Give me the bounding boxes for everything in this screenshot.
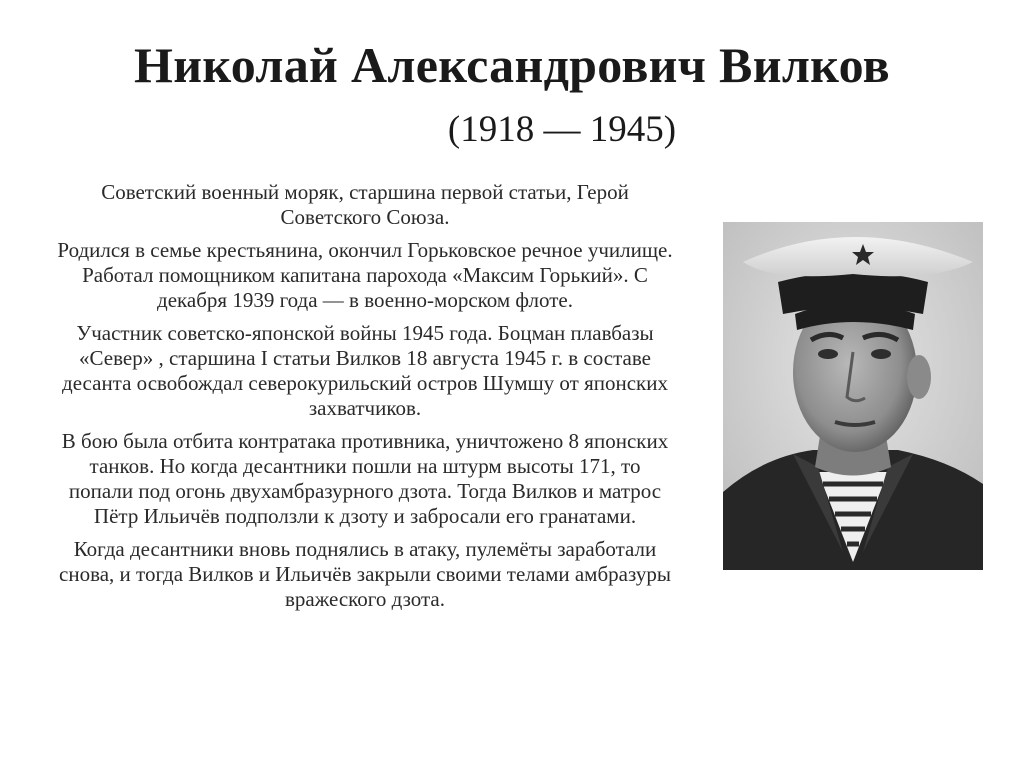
page-title: Николай Александрович Вилков xyxy=(134,37,890,93)
biography-text xyxy=(55,180,675,620)
paragraph-battle: В бою была отбита контратака противника, уничтожено 8 японских танков. Но когда десантники пошли на штурм высоты 171, то попали под огонь двухамбразурного дзота. Тогда Вилков и матрос Пётр Ильичёв подползли к дзоту и забросали его гранатами. xyxy=(61,429,669,528)
portrait-photo xyxy=(723,222,983,570)
paragraph-early-life: Родился в семье крестьянина, окончил Горьковское речное училище. Работал помощником капитана парохода «Максим Горький». С декабря 1939 года — в военно-морском флоте. xyxy=(57,238,673,312)
life-years: (1918 — 1945) xyxy=(447,109,677,150)
paragraph-intro: Советский военный моряк, старшина первой статьи, Герой Советского Союза. xyxy=(101,180,629,229)
sailor-portrait-icon xyxy=(723,222,983,570)
paragraph-feat: Когда десантники вновь поднялись в атаку, пулемёты заработали снова, и тогда Вилков и Ильичёв закрыли своими телами амбразуры вражеского дзота. xyxy=(59,537,671,611)
paragraph-war: Участник советско-японской войны 1945 года. Боцман плавбазы «Север» , старшина I статьи Вилков 18 августа 1945 г. в составе десанта освобождал северокурильский остров Шумшу от японских захватчиков. xyxy=(62,321,668,420)
